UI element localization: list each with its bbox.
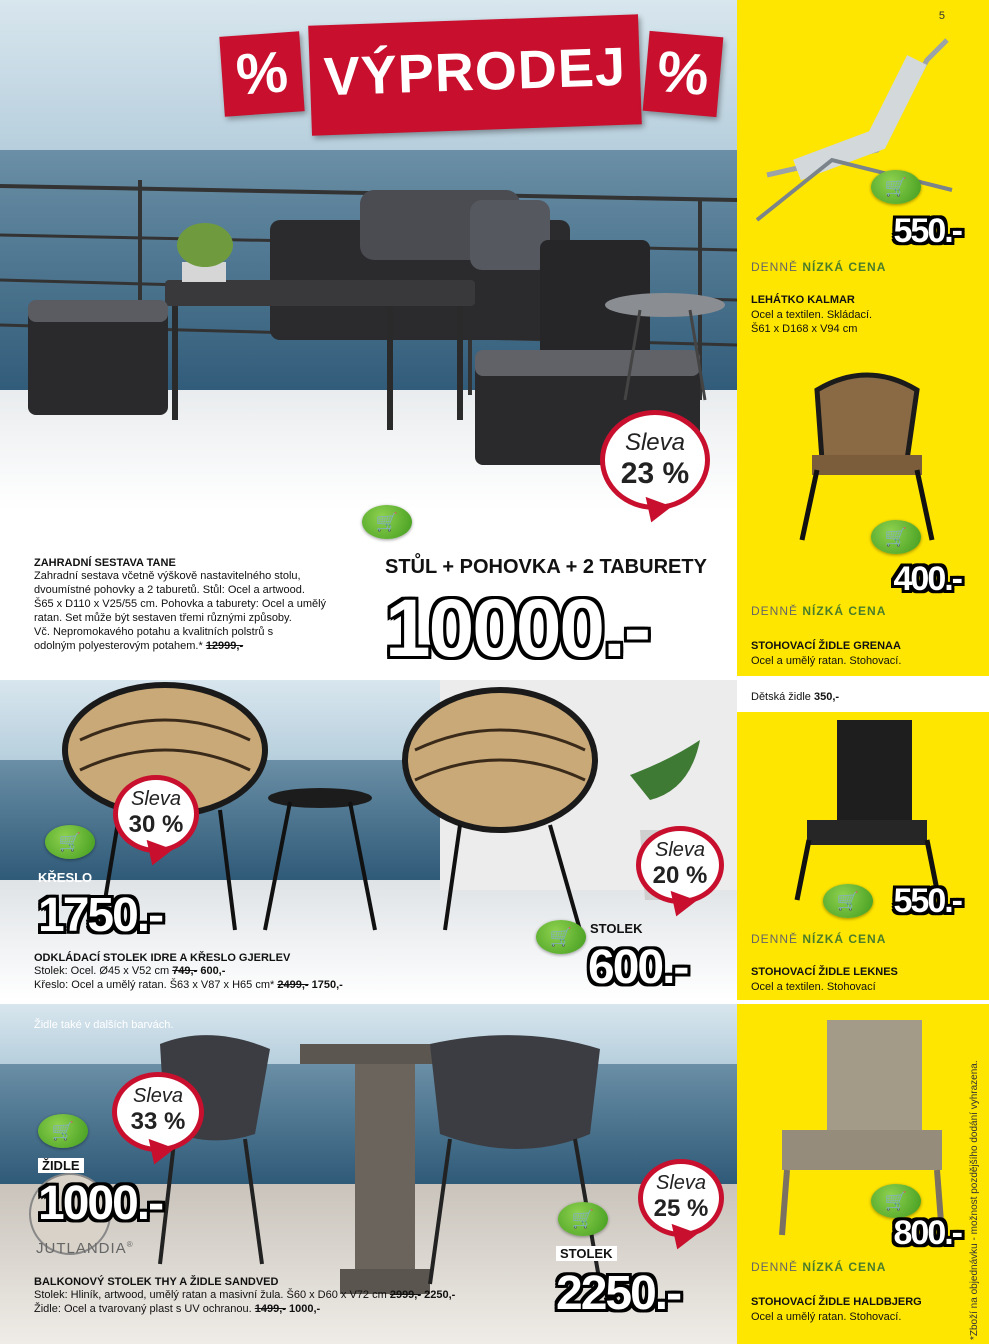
stolek-price: 600.-: [588, 941, 688, 994]
haldbjerg-title: STOHOVACÍ ŽIDLE HALDBJERG: [751, 1296, 922, 1308]
tane-desc-line: Zahradní sestava včetně výškově nastavitelného stolu,: [34, 570, 301, 582]
shopping-cart-icon[interactable]: 🛒: [558, 1202, 608, 1236]
idre-gjerlev-description: [34, 952, 554, 992]
denne-b: NÍZKÁ CENA: [802, 932, 887, 946]
discount-word: Sleva: [130, 788, 182, 810]
shopping-cart-icon[interactable]: 🛒: [362, 505, 412, 539]
gjerlev-spec: Křeslo: Ocel a umělý ratan. Š63 x V87 x H65 cm*: [34, 979, 275, 991]
tane-desc-line: Vč. Nepromokavého potahu a kvalitních polstrů s: [34, 626, 274, 638]
stolek-label: STOLEK: [590, 921, 643, 936]
thy-sandved-description: [34, 1276, 554, 1316]
shopping-cart-icon[interactable]: 🛒: [871, 1184, 921, 1218]
kalmar-desc2: Š61 x D168 x V94 cm: [751, 323, 858, 335]
gjerlev-line: [34, 978, 554, 992]
denne-a: DENNĚ: [751, 932, 799, 946]
zidle-label: ŽIDLE: [38, 1158, 84, 1173]
zidle-price: 1000.-: [38, 1177, 163, 1230]
discount-value: 25 %: [653, 1195, 709, 1222]
kreslo-label: KŘESLO: [38, 870, 93, 885]
shopping-cart-icon[interactable]: 🛒: [45, 825, 95, 859]
stolek-thy-price: 2250.-: [556, 1267, 681, 1320]
tane-desc-line: Š65 x D110 x V25/55 cm. Pohovka a taburety: Ocel a umělý: [34, 598, 327, 610]
section-idre-gjerlev: [0, 680, 737, 1000]
discount-bubble-kreslo: [113, 775, 199, 853]
daily-low-price-logo: [751, 1260, 886, 1274]
discount-value: 33 %: [130, 1108, 186, 1135]
denne-a: DENNĚ: [751, 260, 799, 274]
tane-old-price: 12999,-: [205, 640, 244, 652]
idre-new-price: 600,-: [200, 965, 226, 977]
sale-banner: [222, 20, 712, 130]
haldbjerg-desc: Ocel a umělý ratan. Stohovací.: [751, 1311, 902, 1323]
discount-bubble-stolek: [636, 826, 724, 904]
leknes-price: 550.-: [893, 882, 961, 920]
daily-low-price-logo: [751, 932, 886, 946]
tane-desc-line: dvoumístné pohovky a 2 taburetů. Stůl: Ocel a artwood.: [34, 584, 305, 596]
daily-low-price-logo: [751, 604, 886, 618]
color-note: Židle také v dalších barvách.: [34, 1019, 174, 1031]
daily-low-price-logo: [751, 260, 886, 274]
thy-new-price: 2250,-: [424, 1289, 456, 1301]
thy-old-price: 2999,-: [389, 1289, 422, 1301]
order-footnote: *Zboží na objednávku - možnost pozdějšího dodání vyhrazena.: [969, 1060, 980, 1340]
idre-spec: Stolek: Ocel. Ø45 x V52 cm: [34, 965, 170, 977]
kreslo-price: 1750.-: [38, 889, 163, 942]
tane-title: ZAHRADNÍ SESTAVA TANE: [34, 557, 176, 569]
discount-value: 23 %: [620, 457, 690, 490]
grenaa-title: STOHOVACÍ ŽIDLE GRENAA: [751, 640, 901, 652]
tane-desc-line: ratan. Set může být sestaven třemi různými způsoby.: [34, 612, 292, 624]
leknes-title: STOHOVACÍ ŽIDLE LEKNES: [751, 966, 898, 978]
grenaa-price: 400.-: [893, 560, 961, 598]
gjerlev-new-price: 1750,-: [311, 979, 343, 991]
sandved-spec: Židle: Ocel a tvarovaný plast s UV ochranou.: [34, 1303, 252, 1315]
discount-bubble-zidle: [112, 1072, 204, 1152]
denne-b: NÍZKÁ CENA: [802, 604, 887, 618]
tane-desc-last-text: odolným polyesterovým potahem.*: [34, 640, 203, 652]
tane-desc-last: [34, 639, 374, 653]
sandved-new-price: 1000,-: [289, 1303, 321, 1315]
gjerlev-old-price: 2499,-: [277, 979, 309, 991]
idre-old-price: 749,-: [172, 965, 198, 977]
sale-title: VÝPRODEJ: [308, 14, 642, 135]
grenaa-illustration: [737, 360, 989, 560]
kids-chair-label: Dětská židle: [751, 691, 811, 703]
stolek-thy-label: STOLEK: [556, 1246, 617, 1261]
percent-flag-left: %: [219, 31, 304, 116]
shopping-cart-icon[interactable]: 🛒: [823, 884, 873, 918]
tane-description: [34, 557, 374, 653]
discount-word: Sleva: [132, 1085, 184, 1107]
shopping-cart-icon[interactable]: 🛒: [38, 1114, 88, 1148]
leknes-illustration: [737, 710, 989, 910]
discount-bubble-tane: [600, 410, 710, 510]
jutlandia-logo: [36, 1240, 134, 1257]
discount-value: 20 %: [652, 862, 708, 889]
denne-a: DENNĚ: [751, 1260, 799, 1274]
sandved-old-price: 1499,-: [254, 1303, 286, 1315]
grenaa-desc: Ocel a umělý ratan. Stohovací.: [751, 655, 902, 667]
section-thy-sandved: [0, 1004, 737, 1344]
sandved-line: [34, 1302, 554, 1316]
thy-sandved-title: BALKONOVÝ STOLEK THY A ŽIDLE SANDVED: [34, 1276, 279, 1288]
page-number: 5: [938, 10, 945, 22]
discount-bubble-stolek-thy: [638, 1159, 724, 1237]
shopping-cart-icon[interactable]: 🛒: [871, 170, 921, 204]
idre-gjerlev-title: ODKLÁDACÍ STOLEK IDRE A KŘESLO GJERLEV: [34, 952, 291, 964]
thy-spec: Stolek: Hliník, artwood, umělý ratan a masivní žula. Š60 x D60 x V72 cm: [34, 1289, 387, 1301]
discount-word: Sleva: [655, 1172, 707, 1194]
denne-b: NÍZKÁ CENA: [802, 1260, 887, 1274]
brand-name: JUTLANDIA: [36, 1240, 127, 1257]
lounger-illustration: [737, 0, 989, 230]
leknes-desc: Ocel a textilen. Stohovací: [751, 981, 876, 993]
haldbjerg-illustration: [737, 1010, 989, 1240]
thy-line: [34, 1288, 554, 1302]
kids-chair-price: 350,-: [813, 691, 840, 703]
discount-word: Sleva: [624, 429, 686, 456]
discount-value: 30 %: [128, 811, 184, 838]
denne-b: NÍZKÁ CENA: [802, 260, 887, 274]
discount-word: Sleva: [654, 839, 706, 861]
kalmar-title: LEHÁTKO KALMAR: [751, 294, 855, 306]
kids-chair-note: [751, 690, 971, 704]
right-column: [737, 0, 989, 1344]
shopping-cart-icon[interactable]: 🛒: [871, 520, 921, 554]
haldbjerg-price: 800.-: [893, 1214, 961, 1252]
tane-price: 10000.-: [385, 583, 650, 674]
kalmar-desc1: Ocel a textilen. Skládací.: [751, 309, 873, 321]
idre-line: [34, 964, 554, 978]
percent-flag-right: %: [643, 31, 724, 117]
section-tane: [0, 0, 737, 676]
denne-a: DENNĚ: [751, 604, 799, 618]
kalmar-desc: [751, 308, 971, 336]
tane-headline: STŮL + POHOVKA + 2 TABURETY: [385, 556, 707, 578]
brand-mark: ®: [126, 1240, 134, 1249]
kalmar-price: 550.-: [893, 212, 961, 250]
shopping-cart-icon[interactable]: 🛒: [536, 920, 586, 954]
